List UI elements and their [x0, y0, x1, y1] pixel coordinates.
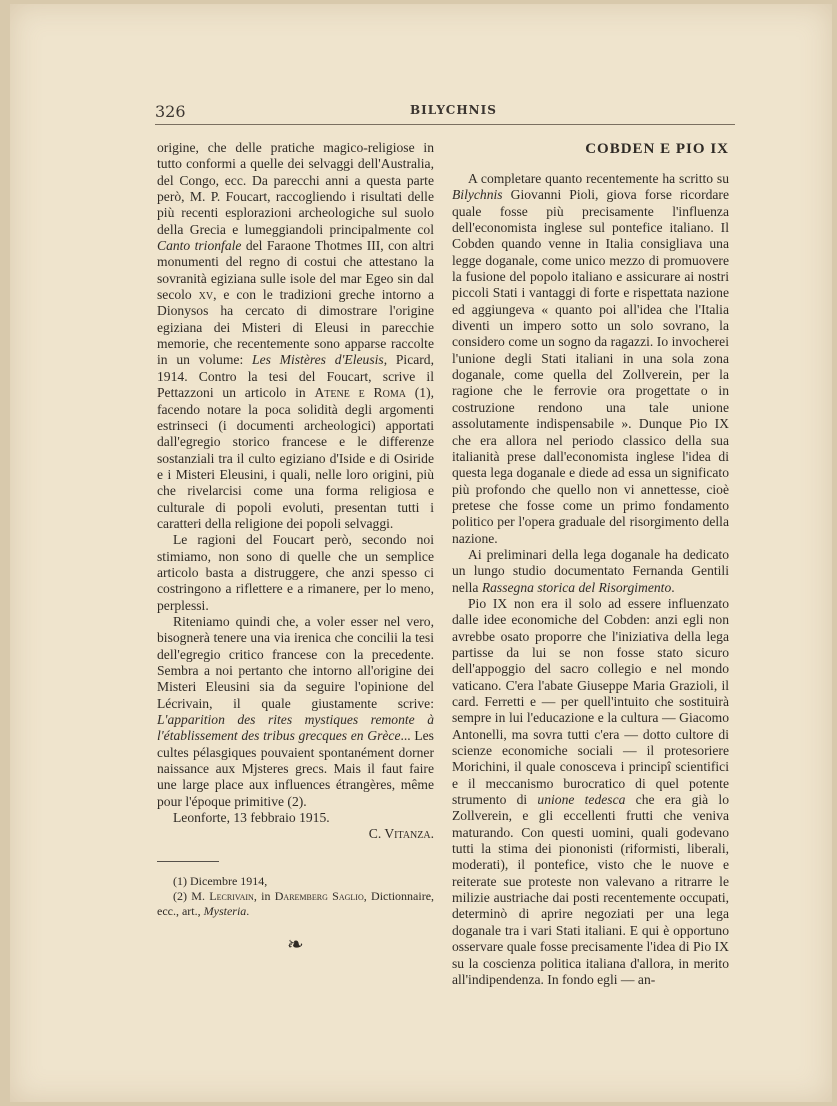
journal-title: BILYCHNIS [410, 103, 497, 117]
footnote-1: (1) Dicembre 1914, [173, 873, 268, 888]
paragraph: A completare quanto recentemente ha scritto su Bilychnis Giovanni Pioli, giova forse ricordare quale fosse più precisamente l'influenza dell'economista inglese sul pontefice italiano. Il Cobden quando venne in Italia consigliava una legge doganale, come unico mezzo di promuovere la fusione del popolo italiano e assicurare ai nostri piccoli Stati i vantaggi di forte e rispettata nazione ed aggiungeva « quanto poi all'idea che l'Italia diventi un impero sotto un solo sovrano, la considero come un sogno da ragazzi. Io invocherei l'unione degli Stati italiani in una sola zona doganale, come quella del Zollverein, per la ragione che le ferrovie ora progettate o in costruzione rendono una tale unione assolutamente indispensabile ». Dunque Pio IX che era allora nel periodo classico della sua italianità prese dall'economista inglese l'idea di questa lega doganale e diede ad essa un significato più profondo che quello non vi annettesse, cioè pretese che fosse come un primo fondamento politico per l'opera graduale del risorgimento della nazione. [452, 171, 729, 546]
left-column [157, 140, 435, 956]
author-signature: C. Vitanza. [368, 826, 434, 842]
paragraph: Ai preliminari della lega doganale ha dedicato un lungo studio documentato Fernanda Gentili nella Rassegna storica del Risorgimento. [452, 546, 729, 595]
running-head [155, 100, 735, 125]
paragraph: Le ragioni del Foucart però, secondo noi stimiamo, non sono di quelle che un semplice articolo basta a distruggere, che anzi spesso ci costringono a riflettere e a rimanere, per lo meno, perplessi. [157, 532, 434, 613]
paragraph: Pio IX non era il solo ad essere influenzato dalle idee economiche del Cobden: anzi egli non avrebbe osato proporre che l'iniziativa della lega partisse da lui se non fosse stato sicuro dell'appoggio del sacro collegio e nel mondo vaticano. C'era l'abate Giuseppe Maria Grazioli, il card. Ferretti e — per quell'intuito che sostituirà sempre in lui l'educazione e la cultura — Giacomo Antonelli, ma sovra tutti c'era — dotto cultore di scienze economiche sociali — il protesoriere Morichini, il quale conosceva i principî scientifici e il meccanismo burocratico di quel potente strumento di unione tedesca che era già lo Zollverein, e gli eccellenti frutti che veniva maturando. Con questi uomini, quali godevano tutti la stima dei piononisti (riformisti, liberali, moderati), il pontefice, visto che le nuove e reiterate sue proteste non valevano a ritrarre le milizie austriache dai posti recentemente occupati, determinò di aprire negoziati per una lega doganale tra i vari Stati italiani. E qui è opportuno osservare quale fosse precisamente l'idea di Pio IX su la coscienza politica italiana d'allora, in merito all'indipendenza. In fondo egli — an- [452, 595, 729, 987]
paragraph: origine, che delle pratiche magico-religiose in tutto conformi a quelle dei selvaggi dell'Australia, del Congo, ecc. Da parecchi anni a questa parte però, M. P. Foucart, raccogliendo i risultati delle più recenti esplorazioni archeologiche sul suolo della Grecia e lumeggiandoli principalmente col Canto trionfale del Faraone Thotmes III, con altri monumenti del regno di costui che attestano la sovranità egiziana sulle isole del mar Egeo sin dal secolo xv, e con le tradizioni greche intorno a Dionysos ha cercato di dimostrare l'origine egiziana dei Misteri di Eleusi in parecchie memorie, che recentemente sono apparse raccolte in un volume: Les Mistères d'Eleusis, Picard, 1914. Contro la tesi del Foucart, scrive il Pettazzoni un articolo in Atene e Roma (1), facendo notare la poca solidità degli argomenti estrinseci (i documenti archeologici) apportati dall'egregio storico francese e le differenze sostanziali tra il culto egiziano d'Iside e di Osiride e i Misteri Eleusini, i quali, nelle loro origini, più che rivelarcisi come una forma religiosa e culturale di popoli evoluti, presentan tutti i caratteri della religione dei popoli selvaggi. [157, 140, 434, 531]
right-column [452, 140, 729, 988]
article-title: COBDEN E PIO IX [585, 141, 729, 157]
paragraph: Riteniamo quindi che, a voler esser nel vero, bisognerà tenere una via irenica che concilii la tesi dell'egregio critico francese con la precedente. Sembra a noi pertanto che intorno all'origine dei Misteri Eleusini sia da seguire l'opinione del Lécrivain, il quale giustamente scrive: L'apparition des rites mystiques remonte à l'établissement des tribus grecques en Grèce... Les cultes pélasgiques pouvaient spontanément dorner naissance aux Mjsteres grecs. Mais il faut faire une large place aux influences étrangères, même pour l'époque primitive (2). [157, 613, 434, 809]
fleuron-ornament-icon: ❧ [287, 933, 304, 956]
footnote-rule [157, 861, 219, 862]
page-number: 326 [155, 102, 186, 121]
footnote-2: (2) M. Lecrivain, in Daremberg Saglio, Dictionnaire, ecc., art., Mysteria. [157, 888, 435, 918]
dateline: Leonforte, 13 febbraio 1915. [173, 810, 330, 826]
